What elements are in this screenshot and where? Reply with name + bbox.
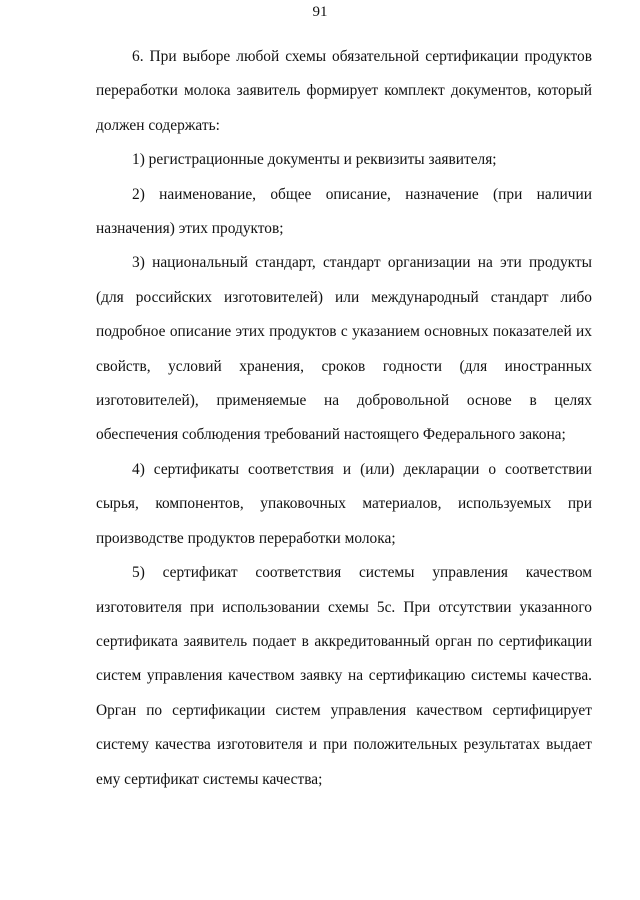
paragraph-subitem-3: 3) национальный стандарт, стандарт организации на эти продукты (для российских изготовителей) или международный стандарт либо подробное описание этих продуктов с указанием основных показателей их свойств, условий хранения, сроков годности (для иностранных изготовителей), применяемые на добровольной основе в целях обеспечения соблюдения требований настоящего Федерального закона; [96,254,592,444]
paragraph-subitem-2: 2) наименование, общее описание, назначение (при наличии назначения) этих продуктов; [96,185,592,238]
paragraph-subitem-4: 4) сертификаты соответствия и (или) декларации о соответствии сырья, компонентов, упаковочных материалов, используемых при производстве продуктов переработки молока; [96,460,592,547]
paragraph-subitem-5: 5) сертификат соответствия системы управления качеством изготовителя при использовании схемы 5с. При отсутствии указанного сертификата заявитель подает в аккредитованный орган по сертификации систем управления качеством заявку на сертификацию системы качества. Орган по сертификации систем управления качеством сертифицирует систему качества изготовителя и при положительных результатах выдает ему сертификат системы качества; [96,564,592,788]
paragraph-subitem-1: 1) регистрационные документы и реквизиты заявителя; [132,151,497,169]
paragraph-item-6: 6. При выборе любой схемы обязательной сертификации продуктов переработки молока заявитель формирует комплект документов, который должен содержать: [96,48,592,134]
page-number: 91 [312,4,328,20]
document-body [96,40,592,797]
